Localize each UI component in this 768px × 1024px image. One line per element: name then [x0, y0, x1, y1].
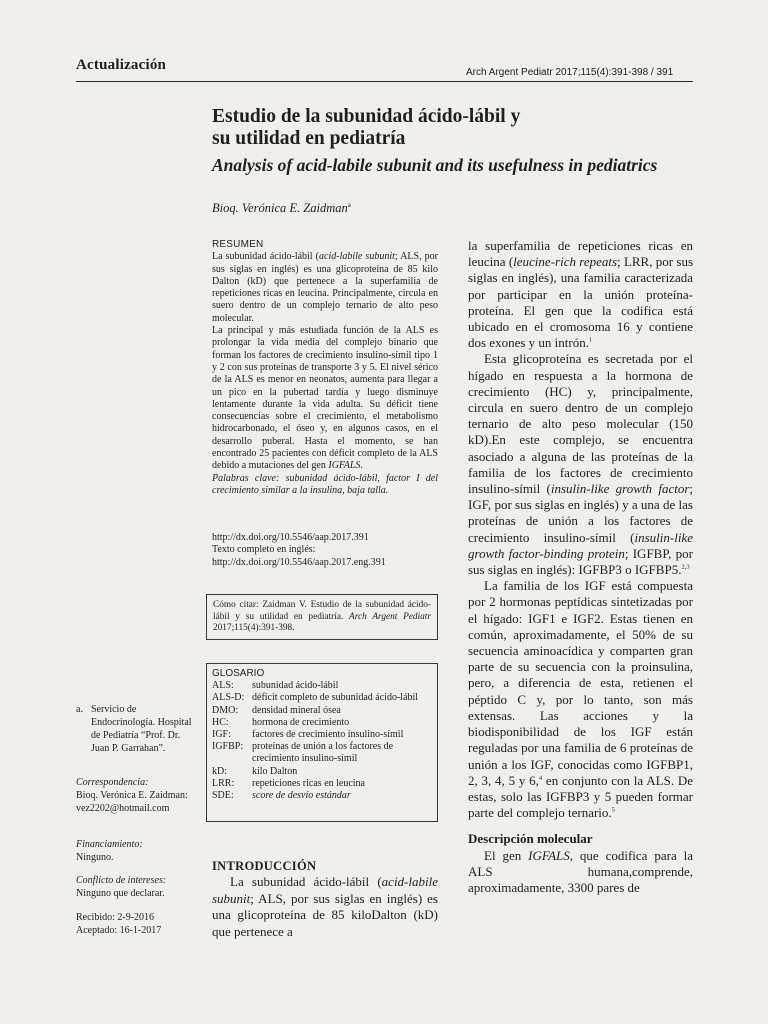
glossary-abbr: kD: — [212, 765, 227, 777]
intro-heading: INTRODUCCIÓN — [212, 859, 317, 873]
citation-text: Cómo citar: Zaidman V. Estudio de la subunidad ácido-lábil y su utilidad en pediatría. — [213, 600, 431, 622]
body-paragraph-2 — [468, 351, 693, 578]
intro-text: ; ALS, por sus siglas en inglés) es una glicoproteína de 85 kiloDalton (kD) que pertenece a — [212, 890, 438, 939]
header-rule — [76, 81, 693, 82]
glossary-row — [212, 692, 432, 704]
glossary-list — [212, 680, 432, 802]
reference-mark: 2,3 — [681, 563, 690, 571]
reference-mark: 4 — [538, 774, 543, 782]
abstract-text: . — [360, 460, 363, 472]
gene-name: IGFALS — [528, 847, 570, 863]
body-right-column — [468, 238, 693, 896]
glossary-row — [212, 766, 432, 778]
correspondence-email[interactable]: vez2202@hotmail.com — [76, 803, 170, 814]
glossary-abbr: SDE: — [212, 790, 234, 802]
glossary-row — [212, 680, 432, 692]
doi-block — [212, 532, 438, 569]
glossary-def: hormona de crecimiento — [252, 716, 350, 728]
abstract-heading: RESUMEN — [212, 239, 264, 250]
affiliation — [76, 703, 196, 755]
intro-paragraph — [212, 874, 438, 940]
body-text: , que codifica para la ALS humana,comprende, aproximadamente, 3300 pares de — [468, 847, 693, 895]
glossary-row — [212, 741, 432, 765]
intro-term: acid-labile subunit — [212, 874, 438, 906]
abstract-text: ; ALS, por sus siglas en inglés) es una glicoproteína de 85 kilo Dalton (kD) que pertenece a la superfamilia de repeticiones ricas en leucina. Principalmente, circula en suero dentro de un complejo ternario de alto peso molecular. — [212, 251, 438, 324]
glossary-abbr: ALS-D: — [212, 692, 245, 704]
glossary-abbr: DMO: — [212, 704, 239, 716]
title-line-1: Estudio de la subunidad ácido-lábil y — [212, 106, 521, 127]
citation-journal: Arch Argent Pediatr — [349, 611, 431, 622]
glossary-def: score de desvío estándar — [252, 790, 351, 802]
citation-box — [206, 594, 438, 640]
body-term: insulin-like growth factor-binding protein — [468, 529, 693, 561]
glossary-box — [206, 663, 438, 822]
article-title-spanish — [212, 106, 692, 150]
body-term: leucine-rich repeats — [513, 254, 618, 270]
abstract-text: La principal y más estudiada función de la ALS es prolongar la vida media del complejo binario que forman los factores de crecimiento insulino-símil tipo 1 y 2 con sus proteínas de transporte 3 y 5. El nivel sérico de la ALS es menor en neonatos, aumenta para llegar a un pico en la pubertad tardía y luego disminuye lentamente durante la vida adulta. Su déficit tiene consecuencias sobre el crecimiento, el metabolismo hidrocarbonado, el óseo y, en algunos casos, en el desarrollo puberal. Hasta el momento, se han encontrado 25 pacientes con déficit completo de la ALS debido a mutaciones del gen — [212, 325, 438, 472]
conflict-label: Conflicto de intereses: — [76, 875, 167, 886]
received-date: Recibido: 2-9-2016 — [76, 912, 155, 923]
reference-mark: 5 — [611, 806, 615, 814]
dates — [76, 911, 201, 937]
abstract-term: acid-labile subunit — [319, 251, 395, 263]
glossary-row — [212, 790, 432, 802]
body-paragraph-1 — [468, 238, 693, 351]
glossary-def: déficit completo de subunidad ácido-lábil — [252, 692, 419, 704]
correspondence — [76, 776, 201, 815]
glossary-abbr: IGFBP: — [212, 741, 244, 753]
glossary-def: subunidad ácido-lábil — [252, 680, 339, 692]
article-title-english: Analysis of acid-labile subunit and its usefulness in pediatrics — [212, 155, 658, 175]
abstract — [212, 239, 438, 497]
english-text-label: Texto completo en inglés: — [212, 544, 316, 556]
conflict-value: Ninguno que declarar. — [76, 888, 165, 899]
affiliation-text: Servicio de Endocrinología. Hospital de Pediatría “Prof. Dr. Juan P. Garrahan”. — [91, 704, 192, 754]
glossary-row — [212, 705, 432, 717]
author-line — [212, 201, 351, 216]
body-text: La familia de los IGF está compuesta por 2 hormonas peptídicas sintetizadas por el hígado: IGF1 e IGF2. Estas tienen en común, aproximadamente, el 50% de su secuencia aminoacídica y comparten gran parte de su secuencia con la proinsulina, pero, a diferencia de esta, retienen el péptido C y, por lo tanto, son más extensas. Las acciones y la biodisponibilidad de los IGF están reguladas por una familia de 6 proteínas de unión a los IGF, conocidas como IGFBP1, 2, 3, 4, 5 y 6, — [468, 578, 693, 788]
affiliation-marker: a. — [76, 704, 83, 715]
funding-value: Ninguno. — [76, 852, 114, 863]
body-paragraph-4 — [468, 848, 693, 897]
correspondence-name: Bioq. Verónica E. Zaidman: — [76, 790, 188, 801]
glossary-row — [212, 778, 432, 790]
body-text: Esta glicoproteína es secretada por el hígado en respuesta a la hormona de crecimiento (HC) y, principalmente, circula en suero dentro de un complejo ternario de alto peso molecular (150 kD).En este complejo, se encuentra asociado a alguna de las proteínas de la familia de los factores de crecimiento insulino-símil ( — [468, 351, 693, 497]
glossary-heading: GLOSARIO — [212, 668, 265, 679]
funding-label: Financiamiento: — [76, 839, 143, 850]
glossary-abbr: LRR: — [212, 777, 235, 789]
reference-mark: 1 — [588, 336, 593, 344]
glossary-def: kilo Dalton — [252, 765, 298, 777]
doi-link[interactable]: http://dx.doi.org/10.5546/aap.2017.391 — [212, 532, 369, 543]
intro-text: La subunidad ácido-lábil ( — [230, 874, 382, 889]
section-label: Actualización — [76, 57, 167, 73]
body-text: ; LRR, por sus siglas en inglés), una familia caracterizada por participar en la unión proteína-proteína. El gen que la codifica está ubicado en el cromosoma 16 y contiene dos exones y un intrón. — [468, 254, 694, 351]
glossary-row — [212, 717, 432, 729]
author-name: Bioq. Verónica E. Zaidman — [212, 201, 348, 216]
body-text: la superfamilia de repeticiones ricas en leucina ( — [468, 238, 693, 270]
glossary-def: proteínas de unión a los factores de crecimiento insulino-símil — [252, 741, 394, 765]
funding — [76, 838, 201, 864]
glossary-def: factores de crecimiento insulino-símil — [252, 729, 404, 741]
abstract-paragraph-1 — [212, 251, 438, 325]
abstract-paragraph-2 — [212, 325, 438, 473]
body-text: El gen — [484, 847, 529, 863]
correspondence-label: Correspondencia: — [76, 777, 149, 788]
body-term: insulin-like growth factor — [550, 481, 690, 497]
glossary-def: densidad mineral ósea — [252, 704, 341, 716]
molecular-description-heading: Descripción molecular — [468, 831, 593, 847]
citation-volume: 2017;115(4):391-398. — [213, 623, 295, 633]
keywords: Palabras clave: subunidad ácido-lábil, factor I del crecimiento similar a la insulina, baja talla. — [212, 472, 438, 496]
glossary-abbr: IGF: — [212, 729, 231, 741]
glossary-abbr: ALS: — [212, 680, 234, 692]
body-text: ; IGFBP, por sus siglas en inglés): IGFBP3 o IGFBP5. — [468, 545, 693, 578]
body-text: en conjunto con la ALS. De estas, solo las IGFBP3 y 5 pueden formar parte del complejo ternario. — [468, 772, 694, 821]
abstract-text: La subunidad ácido-lábil ( — [212, 251, 320, 263]
glossary-row — [212, 729, 432, 741]
title-line-2: su utilidad en pediatría — [212, 128, 406, 149]
journal-reference: Arch Argent Pediatr 2017;115(4):391-398 / 391 — [466, 67, 674, 78]
conflict-of-interest — [76, 874, 201, 900]
glossary-def: repeticiones ricas en leucina — [252, 777, 365, 789]
body-paragraph-3 — [468, 578, 693, 821]
author-affiliation-mark: a — [347, 201, 351, 209]
body-text: ; IGF, por sus siglas en inglés) y a una de las proteínas de unión a los factores de crecimiento insulino-símil ( — [468, 481, 694, 545]
accepted-date: Aceptado: 16-1-2017 — [76, 925, 162, 936]
glossary-abbr: HC: — [212, 716, 229, 728]
doi-english-link[interactable]: http://dx.doi.org/10.5546/aap.2017.eng.391 — [212, 556, 386, 568]
gene-name: IGFALS — [328, 460, 361, 472]
